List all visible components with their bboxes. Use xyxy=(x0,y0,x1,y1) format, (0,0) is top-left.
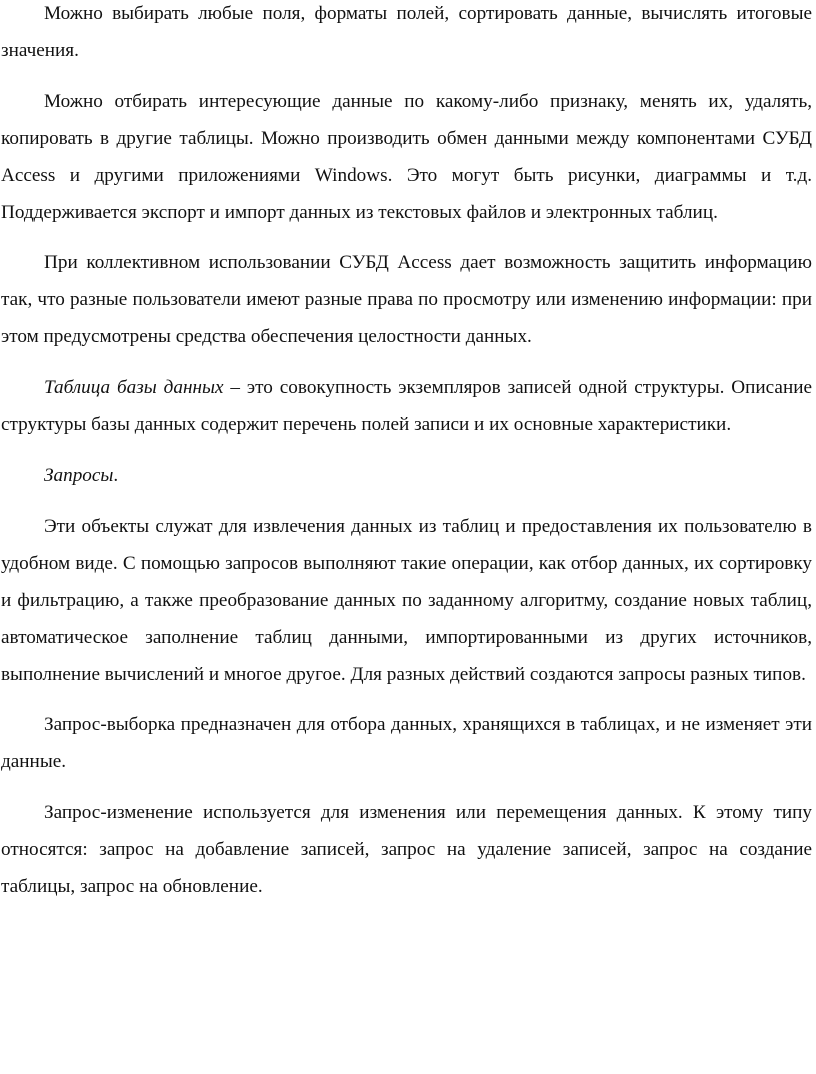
paragraph-text: Можно выбирать любые поля, форматы полей, сортировать данные, вычислять итоговые значения. xyxy=(1,3,812,61)
paragraph-action-query xyxy=(1,795,812,906)
paragraph-select-query xyxy=(1,707,812,781)
paragraph-query-purpose xyxy=(1,509,812,694)
paragraph-text: Можно отбирать интересующие данные по какому-либо признаку, менять их, удалять, копировать в другие таблицы. Можно производить обмен данными между компонентами СУБД Access и другими приложениями Windows. Это могут быть рисунки, диаграммы и т.д. Поддерживается экспорт и импорт данных из текстовых файлов и электронных таблиц. xyxy=(1,90,812,223)
paragraph-text: Эти объекты служат для извлечения данных из таблиц и предоставления их пользователю в удобном виде. С помощью запросов выполняют такие операции, как отбор данных, их сортировку и фильтрацию, а также преобразование данных по заданному алгоритму, создание новых таблиц, автоматическое заполнение таблиц данными, импортированными из других источников, выполнение вычислений и многое другое. Для разных действий создаются запросы разных типов. xyxy=(1,515,812,685)
paragraph-text: При коллективном использовании СУБД Access дает возможность защитить информацию так, что разные пользователи имеют разные права по просмотру или изменению информации: при этом предусмотрены средства обеспечения целостности данных. xyxy=(1,252,812,348)
paragraph-data-selection xyxy=(1,84,812,232)
paragraph-field-operations xyxy=(1,0,812,70)
paragraph-queries-heading xyxy=(1,458,812,495)
paragraph-text: Запрос-выборка предназначен для отбора данных, хранящихся в таблицах, и не изменяет эти данные. xyxy=(1,714,812,773)
paragraph-lead-term: Таблица базы данных xyxy=(44,377,224,399)
paragraph-text: – это совокупность экземпляров записей одной структуры. Описание структуры базы данных содержит перечень полей записи и их основные характеристики. xyxy=(1,377,812,436)
paragraph-text: . xyxy=(113,464,119,486)
paragraph-text: Запрос-изменение используется для изменения или перемещения данных. К этому типу относятся: запрос на добавление записей, запрос на удаление записей, запрос на создание таблицы, запрос на обновление. xyxy=(1,802,812,898)
paragraph-lead-term: Запросы xyxy=(44,464,114,486)
paragraph-collective-use xyxy=(1,245,812,356)
paragraph-database-table xyxy=(1,370,812,444)
